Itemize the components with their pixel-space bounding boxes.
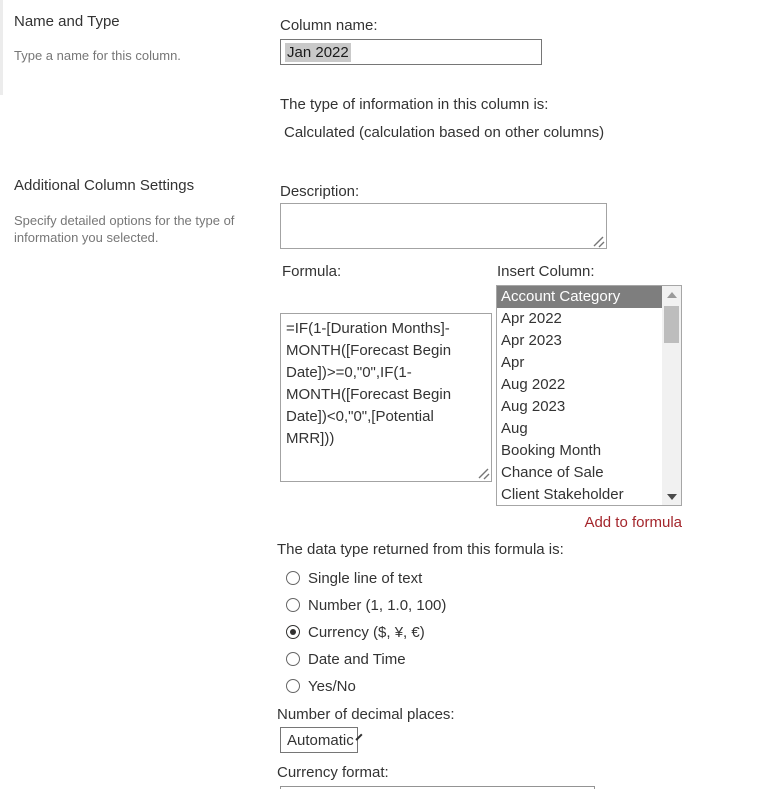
section-title-additional-settings: Additional Column Settings [14,177,195,194]
decimal-places-value: Automatic [287,731,354,749]
insert-column-items [497,286,662,506]
data-type-option[interactable] [286,595,446,615]
list-item[interactable]: Account Category [497,286,664,308]
formula-textarea[interactable] [280,313,492,482]
column-name-label: Column name: [280,17,378,34]
radio-label: Single line of text [308,569,423,587]
type-info-value: Calculated (calculation based on other columns) [284,124,605,141]
data-type-option[interactable] [286,568,446,588]
list-item[interactable]: Aug 2022 [501,376,566,393]
column-name-selected-text: Jan 2022 [287,43,349,61]
radio-label: Currency ($, ¥, €) [308,623,425,641]
radio-label: Number (1, 1.0, 100) [308,596,447,614]
radio-button-icon[interactable] [286,625,300,639]
radio-button-icon[interactable] [286,679,300,693]
list-item[interactable]: Apr 2023 [501,332,562,349]
decimal-places-select[interactable] [280,727,358,753]
scrollbar-thumb[interactable] [664,306,679,343]
radio-label: Date and Time [308,650,406,668]
list-item[interactable]: Client Stakeholder [501,486,624,503]
add-to-formula-link[interactable]: Add to formula [584,514,682,531]
formula-label: Formula: [282,263,342,280]
type-info-label: The type of information in this column is: [280,96,549,113]
radio-button-icon[interactable] [286,571,300,585]
column-name-input[interactable] [280,39,542,65]
description-label: Description: [280,183,360,200]
scroll-down-icon[interactable] [662,488,681,505]
data-type-option[interactable] [286,622,446,642]
decimal-places-label: Number of decimal places: [277,706,455,723]
list-item[interactable]: Apr 2022 [501,310,562,327]
section-desc-additional-settings: Specify detailed options for the type of information you selected. [14,213,235,245]
chevron-down-icon [355,734,362,741]
data-type-options [286,568,446,703]
scroll-up-icon[interactable] [662,286,681,303]
list-item[interactable]: Aug [501,420,528,437]
data-type-option[interactable] [286,676,446,696]
insert-column-label: Insert Column: [497,263,595,280]
radio-label: Yes/No [308,677,356,695]
listbox-scrollbar[interactable] [662,286,681,505]
left-scrollbar-fragment [0,0,3,95]
description-textarea[interactable] [280,203,607,249]
data-type-option[interactable] [286,649,446,669]
list-item[interactable]: Booking Month [501,442,602,459]
radio-button-icon[interactable] [286,598,300,612]
list-item[interactable]: Aug 2023 [501,398,566,415]
section-title-name-and-type: Name and Type [14,13,120,30]
currency-format-label: Currency format: [277,764,389,781]
section-desc-name-and-type: Type a name for this column. [14,48,181,63]
radio-button-icon[interactable] [286,652,300,666]
list-item[interactable]: Chance of Sale [501,464,604,481]
list-item[interactable]: Apr [501,354,525,371]
data-type-label: The data type returned from this formula is: [277,541,564,558]
insert-column-listbox[interactable] [496,285,682,506]
